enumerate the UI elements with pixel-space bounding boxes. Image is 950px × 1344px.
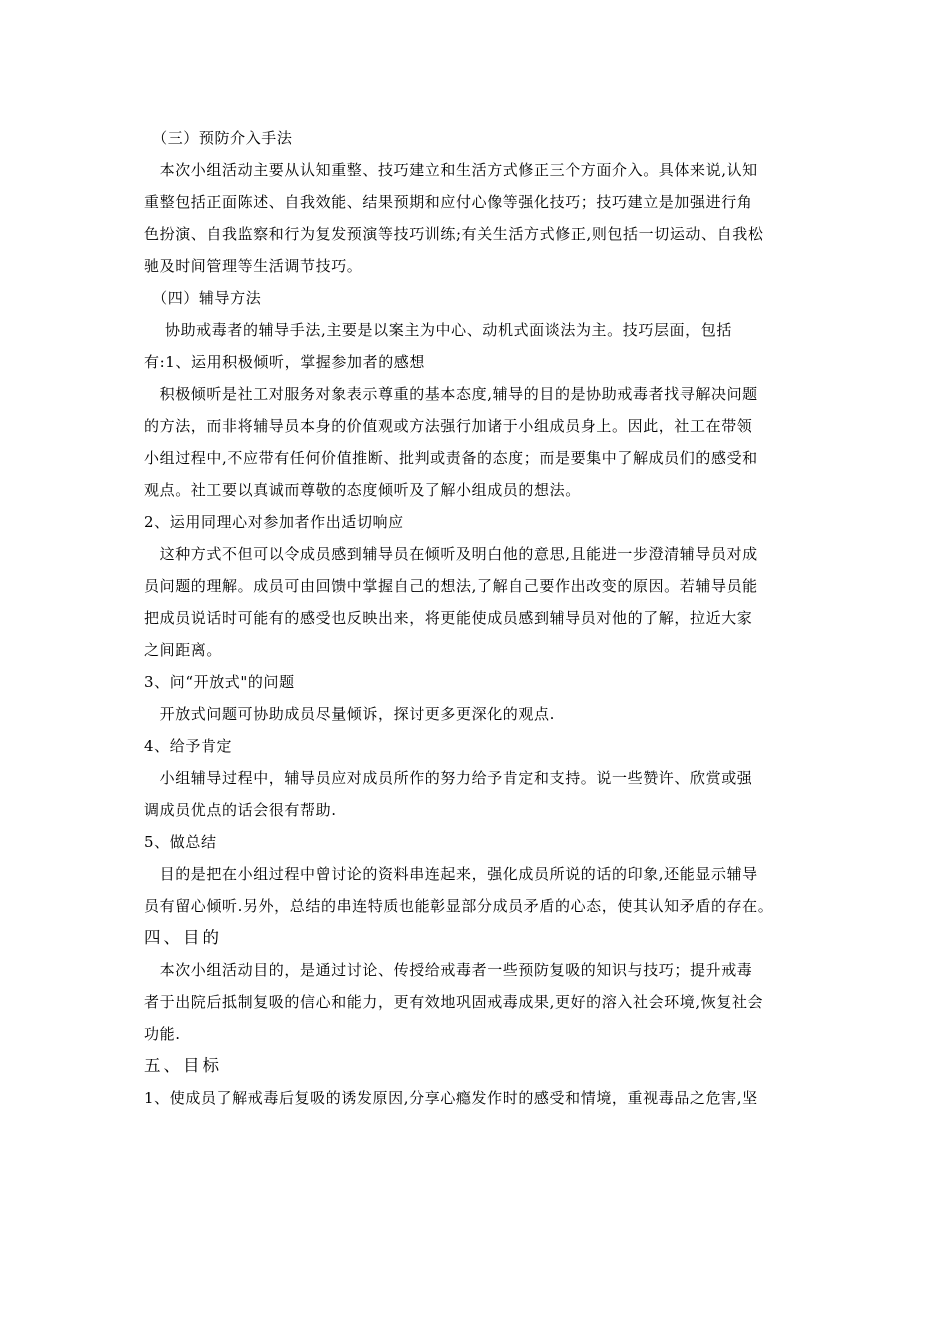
text-line: 员有留心倾听.另外，总结的串连特质也能彰显部分成员矛盾的心态，使其认知矛盾的存在。 <box>144 897 774 915</box>
text-line: 有:1、运用积极倾听，掌握参加者的感想 <box>144 353 425 371</box>
text-line: 积极倾听是社工对服务对象表示尊重的基本态度,辅导的目的是协助戒毒者找寻解决问题 <box>144 385 758 403</box>
text-line: （四）辅导方法 <box>144 289 262 307</box>
text-line: 4、给予肯定 <box>144 737 233 755</box>
text-line: 的方法，而非将辅导员本身的价值观或方法强行加诸于小组成员身上。因此，社工在带领 <box>144 417 753 435</box>
text-line: 小组过程中,不应带有任何价值推断、批判或责备的态度；而是要集中了解成员们的感受和 <box>144 449 758 467</box>
text-line: 色扮演、自我监察和行为复发预演等技巧训练;有关生活方式修正,则包括一切运动、自我松 <box>144 225 764 243</box>
text-line: 本次小组活动目的，是通过讨论、传授给戒毒者一些预防复吸的知识与技巧；提升戒毒 <box>144 961 753 979</box>
text-line: 这种方式不但可以令成员感到辅导员在倾听及明白他的意思,且能进一步澄清辅导员对成 <box>144 545 758 563</box>
section-heading: 四、目的 <box>144 928 222 947</box>
text-line: 之间距离。 <box>144 641 223 659</box>
text-line: 1、使成员了解戒毒后复吸的诱发原因,分享心瘾发作时的感受和情境，重视毒品之危害,坚 <box>144 1089 758 1107</box>
text-line: 开放式问题可协助成员尽量倾诉，探讨更多更深化的观点. <box>144 705 555 723</box>
text-line: 重整包括正面陈述、自我效能、结果预期和应付心像等强化技巧；技巧建立是加强进行角 <box>144 193 753 211</box>
text-line: （三）预防介入手法 <box>144 129 293 147</box>
text-line: 3、问“开放式"的问题 <box>144 673 295 691</box>
text-line: 驰及时间管理等生活调节技巧。 <box>144 257 363 275</box>
document-body <box>144 122 812 1114</box>
text-line: 目的是把在小组过程中曾讨论的资料串连起来，强化成员所说的话的印象,还能显示辅导 <box>144 865 758 883</box>
text-line: 2、运用同理心对参加者作出适切响应 <box>144 513 404 531</box>
text-line: 功能. <box>144 1025 181 1043</box>
text-line: 小组辅导过程中，辅导员应对成员所作的努力给予肯定和支持。说一些赞许、欣赏或强 <box>144 769 753 787</box>
text-line: 员问题的理解。成员可由回馈中掌握自己的想法,了解自己要作出改变的原因。若辅导员能 <box>144 577 758 595</box>
text-line: 5、做总结 <box>144 833 217 851</box>
text-line: 协助戒毒者的辅导手法,主要是以案主为中心、动机式面谈法为主。技巧层面，包括 <box>144 321 732 339</box>
text-line: 本次小组活动主要从认知重整、技巧建立和生活方式修正三个方面介入。具体来说,认知 <box>144 161 758 179</box>
text-line: 把成员说话时可能有的感受也反映出来，将更能使成员感到辅导员对他的了解，拉近大家 <box>144 609 753 627</box>
text-line: 观点。社工要以真诚而尊敬的态度倾听及了解小组成员的想法。 <box>144 481 581 499</box>
section-heading: 五、目标 <box>144 1056 222 1075</box>
text-line: 调成员优点的话会很有帮助. <box>144 801 337 819</box>
text-line: 者于出院后抵制复吸的信心和能力，更有效地巩固戒毒成果,更好的溶入社会环境,恢复社会 <box>144 993 764 1011</box>
